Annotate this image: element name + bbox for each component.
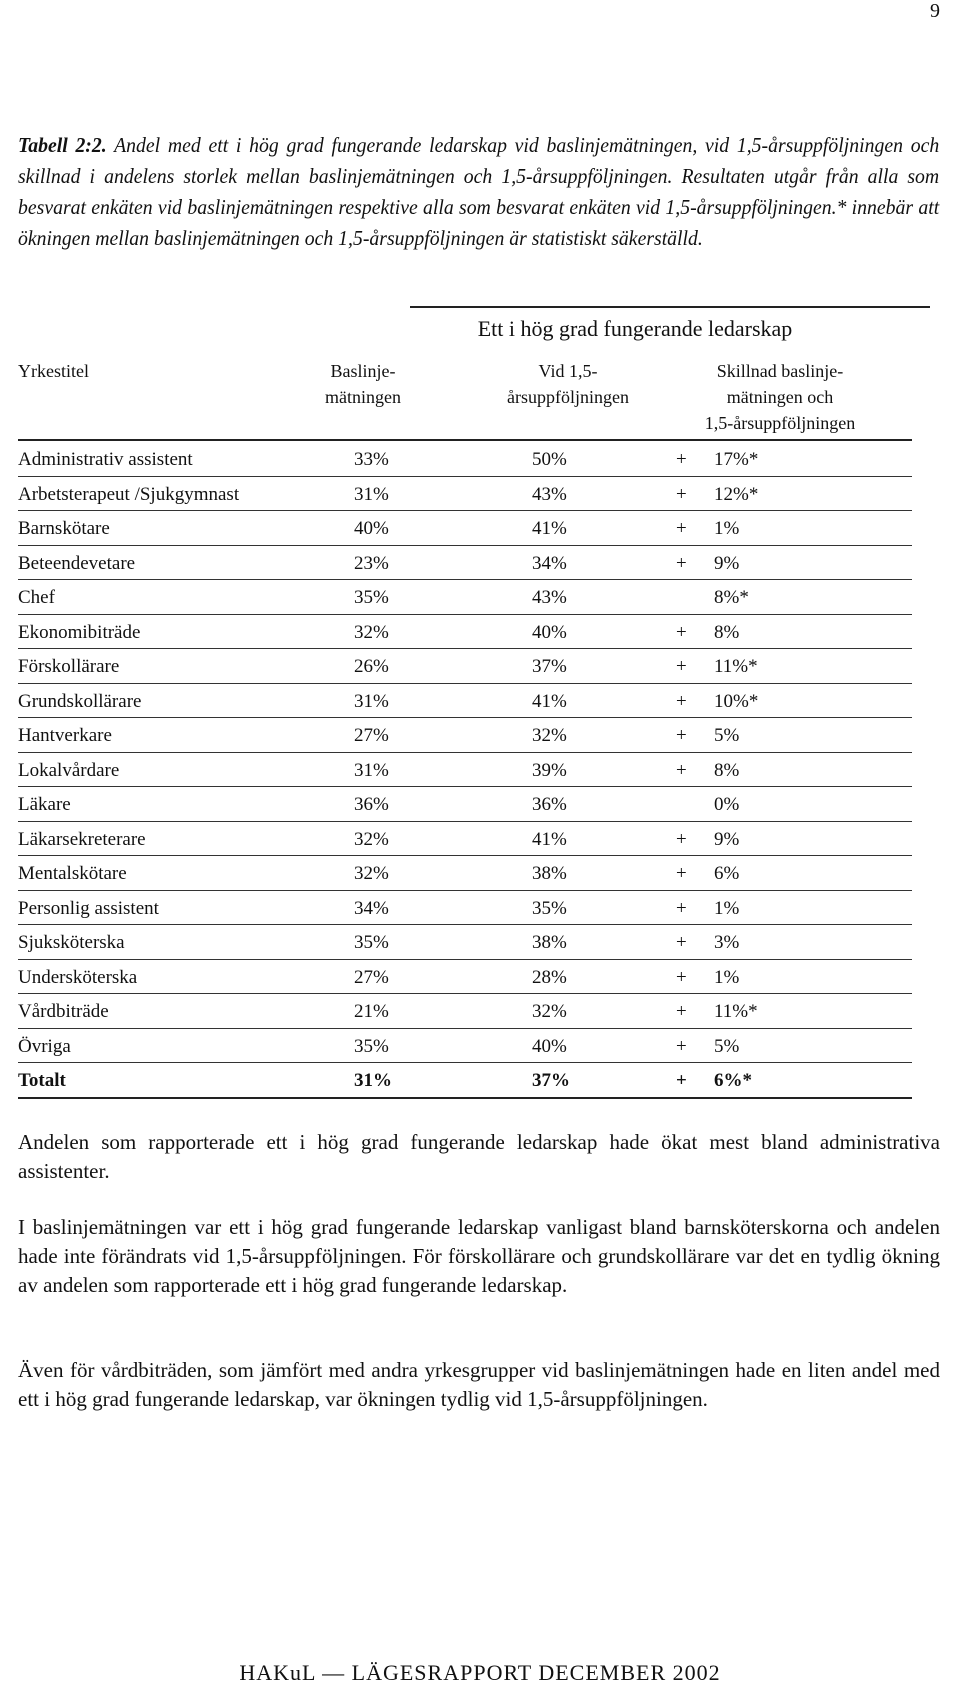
row-skillnad: 8%* (714, 587, 749, 608)
row-baslinje: 32% (354, 621, 389, 643)
header-yrkestitel: Yrkestitel (18, 361, 89, 381)
row-skillnad: 5% (714, 725, 740, 746)
caption-text: Andel med ett i hög grad fungerande ledarskap vid baslinjemätningen, vid 1,5-årsuppföljningen och skillnad i andelens storlek mellan baslinjemätningen och 1,5-årsuppföljningen. Resultaten utgår från alla som besvarat enkäten vid baslinjemätningen respektive alla som besvarat enkäten vid 1,5-årsuppföljningen.* innebär att ökningen mellan baslinjemätningen och 1,5-årsuppföljningen är statistiskt säkerställd. (18, 133, 940, 250)
table-row (18, 1029, 912, 1064)
row-baslinje: 31% (354, 690, 389, 712)
table-row (18, 511, 912, 546)
row-vid-15: 41% (532, 518, 567, 539)
table-caption (18, 130, 939, 254)
row-yrkestitel: Arbetsterapeut /Sjukgymnast (18, 483, 240, 505)
row-yrkestitel: Läkarsekreterare (18, 828, 146, 850)
row-baslinje: 35% (354, 587, 389, 608)
row-sign: + (676, 483, 687, 505)
row-baslinje: 35% (354, 932, 389, 953)
row-skillnad: 5% (714, 1035, 740, 1057)
row-skillnad: 1% (714, 897, 740, 919)
row-skillnad: 11%* (714, 1001, 758, 1022)
row-vid-15: 39% (532, 759, 567, 781)
row-sign: + (676, 1070, 687, 1091)
row-sign: + (676, 725, 687, 746)
paragraph-1: Andelen som rapporterade ett i hög grad fungerande ledarskap hade ökat mest bland administrativa assistenter. (18, 1130, 940, 1183)
row-yrkestitel: Grundskollärare (18, 690, 142, 712)
row-baslinje: 35% (354, 1035, 389, 1057)
row-sign: + (676, 518, 687, 539)
row-vid-15: 38% (532, 932, 567, 953)
paragraph-3: Även för vårdbiträden, som jämfört med andra yrkesgrupper vid baslinjemätningen hade en liten andel med ett i hög grad fungerande ledarskap, var ökningen tydlig vid 1,5-årsuppföljningen. (18, 1358, 940, 1411)
group-header-rule (410, 306, 930, 308)
row-vid-15: 40% (532, 621, 567, 643)
row-sign: + (676, 1001, 687, 1022)
row-vid-15: 35% (532, 897, 567, 919)
row-vid-15: 32% (532, 725, 567, 746)
row-baslinje: 33% (354, 449, 389, 470)
row-yrkestitel: Vårdbiträde (18, 1001, 109, 1022)
row-sign: + (676, 897, 687, 919)
table-row (18, 925, 912, 960)
row-sign: + (676, 863, 687, 884)
table-body (18, 442, 912, 1099)
row-vid-15: 43% (532, 587, 567, 608)
header-rule (18, 439, 912, 441)
row-baslinje: 31% (354, 483, 389, 505)
page-footer: HAKuL — LÄGESRAPPORT DECEMBER 2002 (239, 1660, 721, 1685)
table-row (18, 649, 912, 684)
row-yrkestitel: Undersköterska (18, 966, 138, 988)
header-baslinje: Baslinje- mätningen (325, 361, 401, 407)
row-vid-15: 43% (532, 483, 567, 505)
table-row (18, 960, 912, 995)
row-vid-15: 34% (532, 552, 567, 574)
row-vid-15: 41% (532, 828, 567, 850)
row-yrkestitel: Övriga (18, 1035, 71, 1057)
row-vid-15: 40% (532, 1035, 567, 1057)
row-baslinje: 32% (354, 863, 389, 884)
row-yrkestitel: Chef (18, 587, 55, 608)
row-sign: + (676, 932, 687, 953)
row-vid-15: 32% (532, 1001, 567, 1022)
row-skillnad: 6%* (714, 1070, 752, 1091)
row-baslinje: 26% (354, 656, 389, 677)
header-skillnad: Skillnad baslinje- mätningen och 1,5-årsuppföljningen (704, 361, 856, 433)
row-baslinje: 40% (354, 518, 389, 539)
row-sign: + (676, 621, 687, 643)
row-skillnad: 17%* (714, 449, 759, 470)
table-row (18, 822, 912, 857)
row-sign: + (676, 656, 687, 677)
row-sign: + (676, 449, 687, 470)
caption-label: Tabell 2:2. (18, 133, 107, 157)
row-skillnad: 3% (714, 932, 740, 953)
row-vid-15: 41% (532, 690, 567, 712)
table-row (18, 994, 912, 1029)
table-row (18, 684, 912, 719)
row-sign: + (676, 966, 687, 988)
table-row-total (18, 1063, 912, 1099)
row-skillnad: 12%* (714, 483, 759, 505)
row-yrkestitel: Barnskötare (18, 518, 110, 539)
row-vid-15: 37% (532, 656, 567, 677)
table-row (18, 546, 912, 581)
row-sign: + (676, 1035, 687, 1057)
row-sign: + (676, 759, 687, 781)
table-row (18, 615, 912, 650)
row-sign: + (676, 828, 687, 850)
row-yrkestitel: Mentalskötare (18, 863, 127, 884)
row-yrkestitel: Administrativ assistent (18, 449, 193, 470)
row-yrkestitel: Personlig assistent (18, 897, 159, 919)
row-yrkestitel: Hantverkare (18, 725, 112, 746)
row-vid-15: 38% (532, 863, 567, 884)
row-baslinje: 31% (354, 1070, 392, 1091)
group-header-title: Ett i hög grad fungerande ledarskap (477, 316, 793, 341)
row-skillnad: 0% (714, 794, 740, 815)
row-vid-15: 37% (532, 1070, 570, 1091)
row-skillnad: 1% (714, 966, 740, 988)
table-row (18, 580, 912, 615)
row-baslinje: 27% (354, 966, 389, 988)
row-skillnad: 9% (714, 828, 740, 850)
row-yrkestitel: Sjuksköterska (18, 932, 125, 953)
table-row (18, 718, 912, 753)
table-row (18, 787, 912, 822)
row-yrkestitel: Läkare (18, 794, 71, 815)
row-sign: + (676, 690, 687, 712)
row-yrkestitel: Beteendevetare (18, 552, 136, 574)
table-row (18, 477, 912, 512)
row-yrkestitel: Totalt (18, 1070, 66, 1091)
row-skillnad: 8% (714, 759, 740, 781)
row-skillnad: 10%* (714, 690, 759, 712)
row-baslinje: 32% (354, 828, 389, 850)
row-baslinje: 31% (354, 759, 389, 781)
header-vid-15: Vid 1,5- årsuppföljningen (507, 361, 629, 407)
row-vid-15: 28% (532, 966, 567, 988)
row-yrkestitel: Förskollärare (18, 656, 120, 677)
row-skillnad: 11%* (714, 656, 758, 677)
table-row (18, 442, 912, 477)
row-baslinje: 34% (354, 897, 389, 919)
row-skillnad: 6% (714, 863, 740, 884)
row-yrkestitel: Ekonomibiträde (18, 621, 141, 643)
row-baslinje: 27% (354, 725, 389, 746)
row-skillnad: 9% (714, 552, 740, 574)
page-number: 9 (930, 0, 940, 22)
row-baslinje: 21% (354, 1001, 389, 1022)
row-skillnad: 1% (714, 518, 740, 539)
table-row (18, 891, 912, 926)
row-yrkestitel: Lokalvårdare (18, 759, 120, 781)
row-baslinje: 36% (354, 794, 389, 815)
row-baslinje: 23% (354, 552, 389, 574)
row-skillnad: 8% (714, 621, 740, 643)
row-vid-15: 36% (532, 794, 567, 815)
table-row (18, 856, 912, 891)
table-row (18, 753, 912, 788)
row-vid-15: 50% (532, 449, 567, 470)
paragraph-2: I baslinjemätningen var ett i hög grad fungerande ledarskap vanligast bland barnsköterskorna och andelen hade inte förändrats vid 1,5-årsuppföljningen. För förskollärare och grundskollärare var det en tydlig ökning av andelen som rapporterade ett i hög grad fungerande ledarskap. (18, 1215, 940, 1297)
row-sign: + (676, 552, 687, 574)
